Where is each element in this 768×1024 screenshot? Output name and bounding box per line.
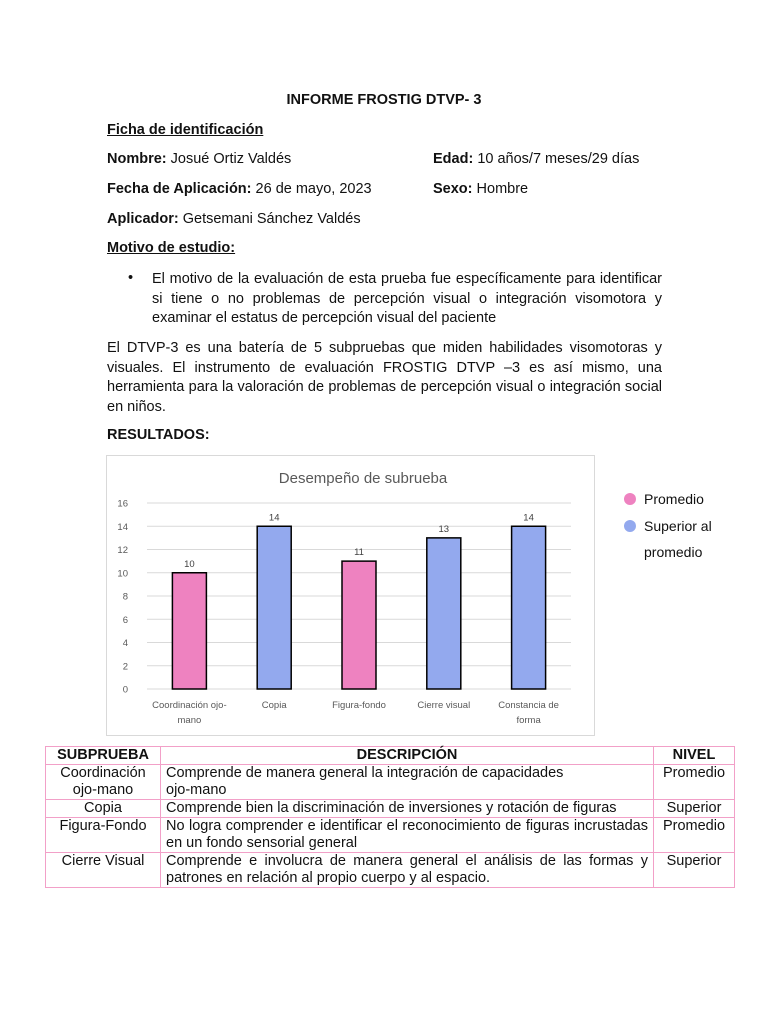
- cell-subprueba: Cierre Visual: [46, 853, 161, 888]
- chart-container: [106, 455, 595, 736]
- table-row: [46, 765, 735, 800]
- x-tick-label: Cierre visual: [417, 700, 471, 711]
- data-label: 11: [354, 547, 364, 559]
- motivo-heading: Motivo de estudio:: [107, 240, 236, 256]
- y-tick-label: 12: [117, 545, 128, 556]
- nombre-value: Josué Ortiz Valdés: [170, 151, 292, 167]
- bar: [512, 526, 546, 689]
- bullet-icon: •: [128, 270, 134, 286]
- y-tick-label: 2: [122, 661, 128, 673]
- table-row: [46, 853, 735, 888]
- cell-nivel: Superior: [654, 853, 735, 888]
- bar: [427, 538, 461, 689]
- legend-label: Superior al promedio: [644, 518, 712, 560]
- sexo-value: Hombre: [476, 181, 529, 197]
- cell-subprueba: Figura-Fondo: [46, 818, 161, 853]
- col-header-subprueba: SUBPRUEBA: [46, 747, 161, 765]
- motivo-bullet-text: El motivo de la evaluación de esta prueba fue específicamente para identificar si tiene o no problemas de percepción visual o integración visomotora y examinar el estatus de percepción visual del paciente: [152, 271, 662, 326]
- edad-row: [433, 151, 639, 167]
- col-header-nivel: NIVEL: [654, 747, 735, 765]
- aplicador-row: [107, 211, 361, 227]
- cell-nivel: Promedio: [654, 818, 735, 853]
- report-title: INFORME FROSTIG DTVP- 3: [286, 92, 482, 108]
- y-tick-label: 8: [122, 591, 128, 603]
- y-tick-label: 14: [117, 521, 128, 533]
- cell-nivel: Promedio: [654, 765, 735, 800]
- bar: [257, 526, 291, 689]
- cell-descripcion: Comprende e involucra de manera general el análisis de las formas y patrones en relación al propio cuerpo y al espacio.: [161, 853, 654, 888]
- bar-chart: [107, 456, 594, 735]
- intro-paragraph: El DTVP-3 es una batería de 5 subpruebas que miden habilidades visomotoras y visuales. El instrumento de evaluación FROSTIG DTVP –3 es así mismo, una herramienta para la valoración de problemas de percepción visual o integración social en niños.: [107, 340, 662, 415]
- legend-label: Promedio: [644, 491, 704, 507]
- cell-nivel: Superior: [654, 800, 735, 818]
- x-tick-label: Coordinación ojo-: [152, 700, 227, 711]
- data-label: 14: [268, 512, 280, 524]
- cell-subprueba: [46, 765, 161, 800]
- data-label: 14: [523, 512, 534, 524]
- data-label: 10: [184, 558, 195, 570]
- results-table: [45, 746, 735, 888]
- legend-item: [624, 490, 704, 512]
- nombre-row: [107, 151, 291, 167]
- x-tick-label: Copia: [261, 700, 287, 711]
- y-tick-label: 4: [122, 638, 128, 649]
- chart-legend: [624, 490, 764, 570]
- fecha-label: Fecha de Aplicación:: [107, 181, 252, 197]
- y-tick-label: 6: [122, 614, 128, 626]
- cell-subprueba-text: Coordinación ojo-mano: [60, 765, 146, 798]
- table-row: [46, 818, 735, 853]
- sexo-row: [433, 181, 528, 197]
- fecha-row: [107, 181, 372, 197]
- cell-subprueba: Copia: [46, 800, 161, 818]
- aplicador-label: Aplicador:: [107, 211, 179, 227]
- legend-swatch-icon: [624, 493, 636, 505]
- y-tick-label: 0: [122, 684, 128, 696]
- fecha-value: 26 de mayo, 2023: [255, 181, 372, 197]
- bar: [342, 561, 376, 689]
- legend-item: [624, 517, 712, 565]
- x-tick-label: forma: [516, 715, 541, 726]
- y-tick-label: 16: [117, 498, 128, 510]
- edad-label: Edad:: [433, 151, 474, 167]
- data-label: 13: [438, 523, 450, 535]
- x-tick-label: Constancia de: [498, 700, 559, 711]
- sexo-label: Sexo:: [433, 181, 473, 197]
- cell-descripcion: Comprende bien la discriminación de inversiones y rotación de figuras: [161, 800, 654, 818]
- cell-descripcion-text: Comprende de manera general la integración de capacidades ojo-mano: [166, 765, 564, 798]
- cell-descripcion: No logra comprender e identificar el reconocimiento de figuras incrustadas en un fondo sensorial general: [161, 818, 654, 853]
- table-header-row: [46, 747, 735, 765]
- y-tick-label: 10: [117, 568, 128, 580]
- aplicador-value: Getsemani Sánchez Valdés: [182, 211, 361, 227]
- nombre-label: Nombre:: [107, 151, 167, 167]
- ficha-heading: Ficha de identificación: [107, 122, 264, 138]
- bar: [172, 573, 206, 689]
- legend-swatch-icon: [624, 520, 636, 532]
- x-tick-label: mano: [177, 715, 202, 726]
- chart-title: Desempeño de subrueba: [278, 470, 448, 487]
- col-header-descripcion: DESCRIPCIÓN: [161, 747, 654, 765]
- table-row: [46, 800, 735, 818]
- resultados-heading: RESULTADOS:: [107, 427, 210, 443]
- cell-descripcion: [161, 765, 654, 800]
- x-tick-label: Figura-fondo: [332, 700, 386, 711]
- edad-value: 10 años/7 meses/29 días: [477, 151, 640, 167]
